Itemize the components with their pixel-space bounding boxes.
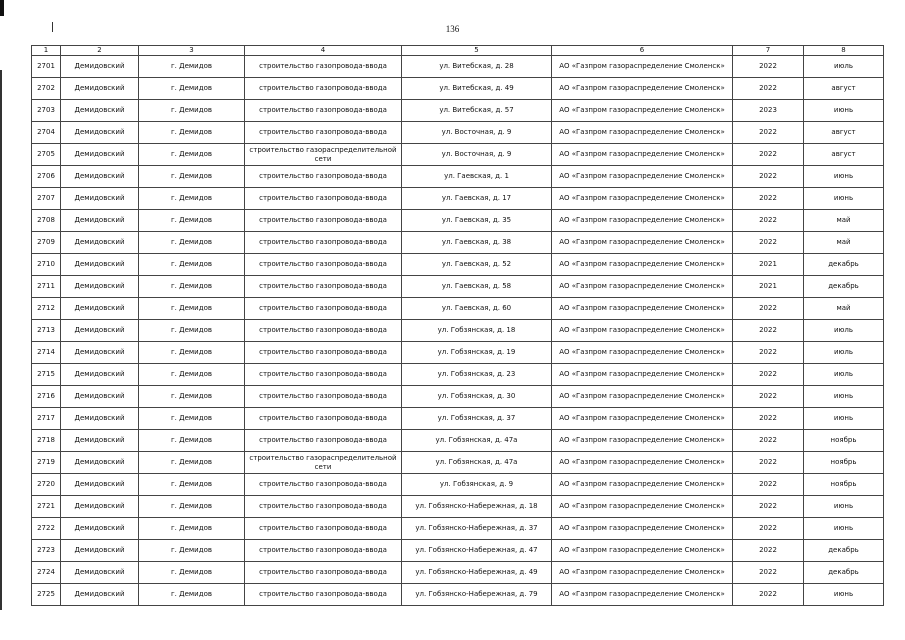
address-cell: ул. Гаевская, д. 1 <box>402 166 552 188</box>
row-number-cell: 2707 <box>32 188 61 210</box>
table-row <box>32 408 884 430</box>
district-cell: Демидовский <box>61 540 139 562</box>
row-number-cell: 2706 <box>32 166 61 188</box>
settlement-cell: г. Демидов <box>139 408 245 430</box>
year-cell: 2022 <box>733 342 804 364</box>
row-number-cell: 2710 <box>32 254 61 276</box>
row-number-cell: 2705 <box>32 144 61 166</box>
month-cell: июль <box>804 320 884 342</box>
organization-cell: АО «Газпром газораспределение Смоленск» <box>552 430 733 452</box>
year-cell: 2022 <box>733 408 804 430</box>
organization-cell: АО «Газпром газораспределение Смоленск» <box>552 100 733 122</box>
year-cell: 2021 <box>733 254 804 276</box>
work-type-cell: строительство газопровода-ввода <box>245 584 402 606</box>
organization-cell: АО «Газпром газораспределение Смоленск» <box>552 474 733 496</box>
district-cell: Демидовский <box>61 386 139 408</box>
row-number-cell: 2724 <box>32 562 61 584</box>
organization-cell: АО «Газпром газораспределение Смоленск» <box>552 364 733 386</box>
settlement-cell: г. Демидов <box>139 254 245 276</box>
page-number: 136 <box>445 24 460 34</box>
district-cell: Демидовский <box>61 518 139 540</box>
address-cell: ул. Гобзянская, д. 37 <box>402 408 552 430</box>
district-cell: Демидовский <box>61 254 139 276</box>
district-cell: Демидовский <box>61 320 139 342</box>
month-cell: июнь <box>804 386 884 408</box>
organization-cell: АО «Газпром газораспределение Смоленск» <box>552 342 733 364</box>
table-row <box>32 210 884 232</box>
year-cell: 2022 <box>733 584 804 606</box>
work-type-cell: строительство газопровода-ввода <box>245 298 402 320</box>
address-cell: ул. Гобзянская, д. 23 <box>402 364 552 386</box>
settlement-cell: г. Демидов <box>139 166 245 188</box>
month-cell: июнь <box>804 188 884 210</box>
settlement-cell: г. Демидов <box>139 518 245 540</box>
district-cell: Демидовский <box>61 452 139 474</box>
year-cell: 2022 <box>733 122 804 144</box>
year-cell: 2022 <box>733 188 804 210</box>
row-number-cell: 2701 <box>32 56 61 78</box>
organization-cell: АО «Газпром газораспределение Смоленск» <box>552 78 733 100</box>
month-cell: ноябрь <box>804 430 884 452</box>
month-cell: декабрь <box>804 276 884 298</box>
address-cell: ул. Витебская, д. 49 <box>402 78 552 100</box>
year-cell: 2022 <box>733 430 804 452</box>
year-cell: 2022 <box>733 518 804 540</box>
work-type-cell: строительство газопровода-ввода <box>245 562 402 584</box>
month-cell: июнь <box>804 100 884 122</box>
work-type-cell: строительство газопровода-ввода <box>245 320 402 342</box>
work-type-cell: строительство газопровода-ввода <box>245 364 402 386</box>
column-number-2: 2 <box>61 46 139 56</box>
year-cell: 2022 <box>733 386 804 408</box>
address-cell: ул. Витебская, д. 57 <box>402 100 552 122</box>
address-cell: ул. Гобзянская, д. 9 <box>402 474 552 496</box>
row-number-cell: 2703 <box>32 100 61 122</box>
month-cell: ноябрь <box>804 452 884 474</box>
month-cell: ноябрь <box>804 474 884 496</box>
district-cell: Демидовский <box>61 122 139 144</box>
organization-cell: АО «Газпром газораспределение Смоленск» <box>552 232 733 254</box>
settlement-cell: г. Демидов <box>139 122 245 144</box>
district-cell: Демидовский <box>61 166 139 188</box>
district-cell: Демидовский <box>61 364 139 386</box>
organization-cell: АО «Газпром газораспределение Смоленск» <box>552 320 733 342</box>
column-number-6: 6 <box>552 46 733 56</box>
work-type-cell: строительство газопровода-ввода <box>245 518 402 540</box>
work-type-cell: строительство газораспределительной сети <box>245 144 402 166</box>
district-cell: Демидовский <box>61 562 139 584</box>
organization-cell: АО «Газпром газораспределение Смоленск» <box>552 386 733 408</box>
work-type-cell: строительство газопровода-ввода <box>245 188 402 210</box>
district-cell: Демидовский <box>61 276 139 298</box>
month-cell: июль <box>804 364 884 386</box>
year-cell: 2022 <box>733 496 804 518</box>
year-cell: 2021 <box>733 276 804 298</box>
district-cell: Демидовский <box>61 210 139 232</box>
year-cell: 2022 <box>733 452 804 474</box>
year-cell: 2022 <box>733 540 804 562</box>
work-type-cell: строительство газопровода-ввода <box>245 254 402 276</box>
row-number-cell: 2717 <box>32 408 61 430</box>
address-cell: ул. Гобзянская, д. 19 <box>402 342 552 364</box>
organization-cell: АО «Газпром газораспределение Смоленск» <box>552 188 733 210</box>
address-cell: ул. Гобзянская, д. 47а <box>402 430 552 452</box>
settlement-cell: г. Демидов <box>139 144 245 166</box>
work-type-cell: строительство газопровода-ввода <box>245 342 402 364</box>
settlement-cell: г. Демидов <box>139 298 245 320</box>
address-cell: ул. Гобзянская, д. 47а <box>402 452 552 474</box>
month-cell: август <box>804 78 884 100</box>
district-cell: Демидовский <box>61 232 139 254</box>
settlement-cell: г. Демидов <box>139 78 245 100</box>
address-cell: ул. Гобзянско-Набережная, д. 79 <box>402 584 552 606</box>
settlement-cell: г. Демидов <box>139 188 245 210</box>
year-cell: 2023 <box>733 100 804 122</box>
organization-cell: АО «Газпром газораспределение Смоленск» <box>552 408 733 430</box>
month-cell: декабрь <box>804 540 884 562</box>
month-cell: июнь <box>804 166 884 188</box>
address-cell: ул. Гобзянско-Набережная, д. 49 <box>402 562 552 584</box>
work-type-cell: строительство газопровода-ввода <box>245 100 402 122</box>
year-cell: 2022 <box>733 166 804 188</box>
row-number-cell: 2715 <box>32 364 61 386</box>
row-number-cell: 2709 <box>32 232 61 254</box>
month-cell: декабрь <box>804 254 884 276</box>
schedule-table <box>31 45 884 606</box>
row-number-cell: 2718 <box>32 430 61 452</box>
organization-cell: АО «Газпром газораспределение Смоленск» <box>552 584 733 606</box>
address-cell: ул. Гаевская, д. 17 <box>402 188 552 210</box>
work-type-cell: строительство газопровода-ввода <box>245 408 402 430</box>
work-type-cell: строительство газопровода-ввода <box>245 56 402 78</box>
work-type-cell: строительство газопровода-ввода <box>245 210 402 232</box>
year-cell: 2022 <box>733 210 804 232</box>
row-number-cell: 2708 <box>32 210 61 232</box>
year-cell: 2022 <box>733 78 804 100</box>
settlement-cell: г. Демидов <box>139 584 245 606</box>
month-cell: июнь <box>804 496 884 518</box>
work-type-cell: строительство газопровода-ввода <box>245 474 402 496</box>
district-cell: Демидовский <box>61 298 139 320</box>
work-type-cell: строительство газопровода-ввода <box>245 78 402 100</box>
organization-cell: АО «Газпром газораспределение Смоленск» <box>552 496 733 518</box>
row-number-cell: 2722 <box>32 518 61 540</box>
district-cell: Демидовский <box>61 144 139 166</box>
settlement-cell: г. Демидов <box>139 342 245 364</box>
month-cell: август <box>804 122 884 144</box>
table-row <box>32 166 884 188</box>
settlement-cell: г. Демидов <box>139 276 245 298</box>
year-cell: 2022 <box>733 364 804 386</box>
month-cell: май <box>804 210 884 232</box>
table-row <box>32 122 884 144</box>
address-cell: ул. Гаевская, д. 38 <box>402 232 552 254</box>
work-type-cell: строительство газопровода-ввода <box>245 386 402 408</box>
month-cell: май <box>804 232 884 254</box>
organization-cell: АО «Газпром газораспределение Смоленск» <box>552 298 733 320</box>
address-cell: ул. Восточная, д. 9 <box>402 144 552 166</box>
month-cell: июль <box>804 56 884 78</box>
address-cell: ул. Гобзянско-Набережная, д. 18 <box>402 496 552 518</box>
row-number-cell: 2714 <box>32 342 61 364</box>
district-cell: Демидовский <box>61 56 139 78</box>
district-cell: Демидовский <box>61 430 139 452</box>
row-number-cell: 2720 <box>32 474 61 496</box>
address-cell: ул. Гаевская, д. 60 <box>402 298 552 320</box>
month-cell: июнь <box>804 408 884 430</box>
settlement-cell: г. Демидов <box>139 364 245 386</box>
year-cell: 2022 <box>733 562 804 584</box>
row-number-cell: 2721 <box>32 496 61 518</box>
column-number-5: 5 <box>402 46 552 56</box>
work-type-cell: строительство газопровода-ввода <box>245 540 402 562</box>
settlement-cell: г. Демидов <box>139 232 245 254</box>
column-number-7: 7 <box>733 46 804 56</box>
address-cell: ул. Гобзянско-Набережная, д. 37 <box>402 518 552 540</box>
district-cell: Демидовский <box>61 78 139 100</box>
organization-cell: АО «Газпром газораспределение Смоленск» <box>552 122 733 144</box>
column-number-8: 8 <box>804 46 884 56</box>
organization-cell: АО «Газпром газораспределение Смоленск» <box>552 452 733 474</box>
table-row <box>32 276 884 298</box>
district-cell: Демидовский <box>61 474 139 496</box>
table-row <box>32 254 884 276</box>
month-cell: июль <box>804 342 884 364</box>
table-row <box>32 342 884 364</box>
table-row <box>32 298 884 320</box>
address-cell: ул. Гобзянско-Набережная, д. 47 <box>402 540 552 562</box>
table-body <box>32 56 884 606</box>
organization-cell: АО «Газпром газораспределение Смоленск» <box>552 166 733 188</box>
district-cell: Демидовский <box>61 584 139 606</box>
address-cell: ул. Восточная, д. 9 <box>402 122 552 144</box>
settlement-cell: г. Демидов <box>139 386 245 408</box>
organization-cell: АО «Газпром газораспределение Смоленск» <box>552 210 733 232</box>
address-cell: ул. Гобзянская, д. 30 <box>402 386 552 408</box>
organization-cell: АО «Газпром газораспределение Смоленск» <box>552 276 733 298</box>
address-cell: ул. Гобзянская, д. 18 <box>402 320 552 342</box>
row-number-cell: 2719 <box>32 452 61 474</box>
organization-cell: АО «Газпром газораспределение Смоленск» <box>552 562 733 584</box>
work-type-cell: строительство газопровода-ввода <box>245 232 402 254</box>
year-cell: 2022 <box>733 56 804 78</box>
table-row <box>32 518 884 540</box>
address-cell: ул. Гаевская, д. 58 <box>402 276 552 298</box>
work-type-cell: строительство газораспределительной сети <box>245 452 402 474</box>
row-number-cell: 2702 <box>32 78 61 100</box>
year-cell: 2022 <box>733 144 804 166</box>
settlement-cell: г. Демидов <box>139 496 245 518</box>
district-cell: Демидовский <box>61 342 139 364</box>
month-cell: июнь <box>804 584 884 606</box>
table-row <box>32 78 884 100</box>
table-row <box>32 320 884 342</box>
year-cell: 2022 <box>733 474 804 496</box>
header-row <box>32 46 884 56</box>
table-row <box>32 584 884 606</box>
settlement-cell: г. Демидов <box>139 430 245 452</box>
row-number-cell: 2723 <box>32 540 61 562</box>
month-cell: август <box>804 144 884 166</box>
table-row <box>32 496 884 518</box>
organization-cell: АО «Газпром газораспределение Смоленск» <box>552 518 733 540</box>
organization-cell: АО «Газпром газораспределение Смоленск» <box>552 56 733 78</box>
address-cell: ул. Витебская, д. 28 <box>402 56 552 78</box>
work-type-cell: строительство газопровода-ввода <box>245 122 402 144</box>
year-cell: 2022 <box>733 298 804 320</box>
month-cell: июнь <box>804 518 884 540</box>
column-number-1: 1 <box>32 46 61 56</box>
table-row <box>32 364 884 386</box>
work-type-cell: строительство газопровода-ввода <box>245 166 402 188</box>
table-row <box>32 144 884 166</box>
table-row <box>32 562 884 584</box>
column-number-3: 3 <box>139 46 245 56</box>
work-type-cell: строительство газопровода-ввода <box>245 430 402 452</box>
settlement-cell: г. Демидов <box>139 320 245 342</box>
work-type-cell: строительство газопровода-ввода <box>245 276 402 298</box>
table-row <box>32 188 884 210</box>
row-number-cell: 2713 <box>32 320 61 342</box>
page-edge-line <box>0 70 2 610</box>
table-row <box>32 232 884 254</box>
row-number-cell: 2704 <box>32 122 61 144</box>
district-cell: Демидовский <box>61 100 139 122</box>
table-row <box>32 56 884 78</box>
district-cell: Демидовский <box>61 188 139 210</box>
organization-cell: АО «Газпром газораспределение Смоленск» <box>552 144 733 166</box>
organization-cell: АО «Газпром газораспределение Смоленск» <box>552 540 733 562</box>
address-cell: ул. Гаевская, д. 35 <box>402 210 552 232</box>
district-cell: Демидовский <box>61 408 139 430</box>
table-row <box>32 100 884 122</box>
organization-cell: АО «Газпром газораспределение Смоленск» <box>552 254 733 276</box>
address-cell: ул. Гаевская, д. 52 <box>402 254 552 276</box>
table-row <box>32 452 884 474</box>
settlement-cell: г. Демидов <box>139 210 245 232</box>
row-number-cell: 2712 <box>32 298 61 320</box>
year-cell: 2022 <box>733 320 804 342</box>
work-type-cell: строительство газопровода-ввода <box>245 496 402 518</box>
table-row <box>32 474 884 496</box>
table-row <box>32 386 884 408</box>
column-number-4: 4 <box>245 46 402 56</box>
row-number-cell: 2716 <box>32 386 61 408</box>
settlement-cell: г. Демидов <box>139 56 245 78</box>
binding-mark <box>0 0 4 16</box>
settlement-cell: г. Демидов <box>139 562 245 584</box>
table-row <box>32 430 884 452</box>
year-cell: 2022 <box>733 232 804 254</box>
settlement-cell: г. Демидов <box>139 474 245 496</box>
table-row <box>32 540 884 562</box>
settlement-cell: г. Демидов <box>139 540 245 562</box>
month-cell: декабрь <box>804 562 884 584</box>
settlement-cell: г. Демидов <box>139 452 245 474</box>
settlement-cell: г. Демидов <box>139 100 245 122</box>
row-number-cell: 2711 <box>32 276 61 298</box>
district-cell: Демидовский <box>61 496 139 518</box>
month-cell: май <box>804 298 884 320</box>
row-number-cell: 2725 <box>32 584 61 606</box>
